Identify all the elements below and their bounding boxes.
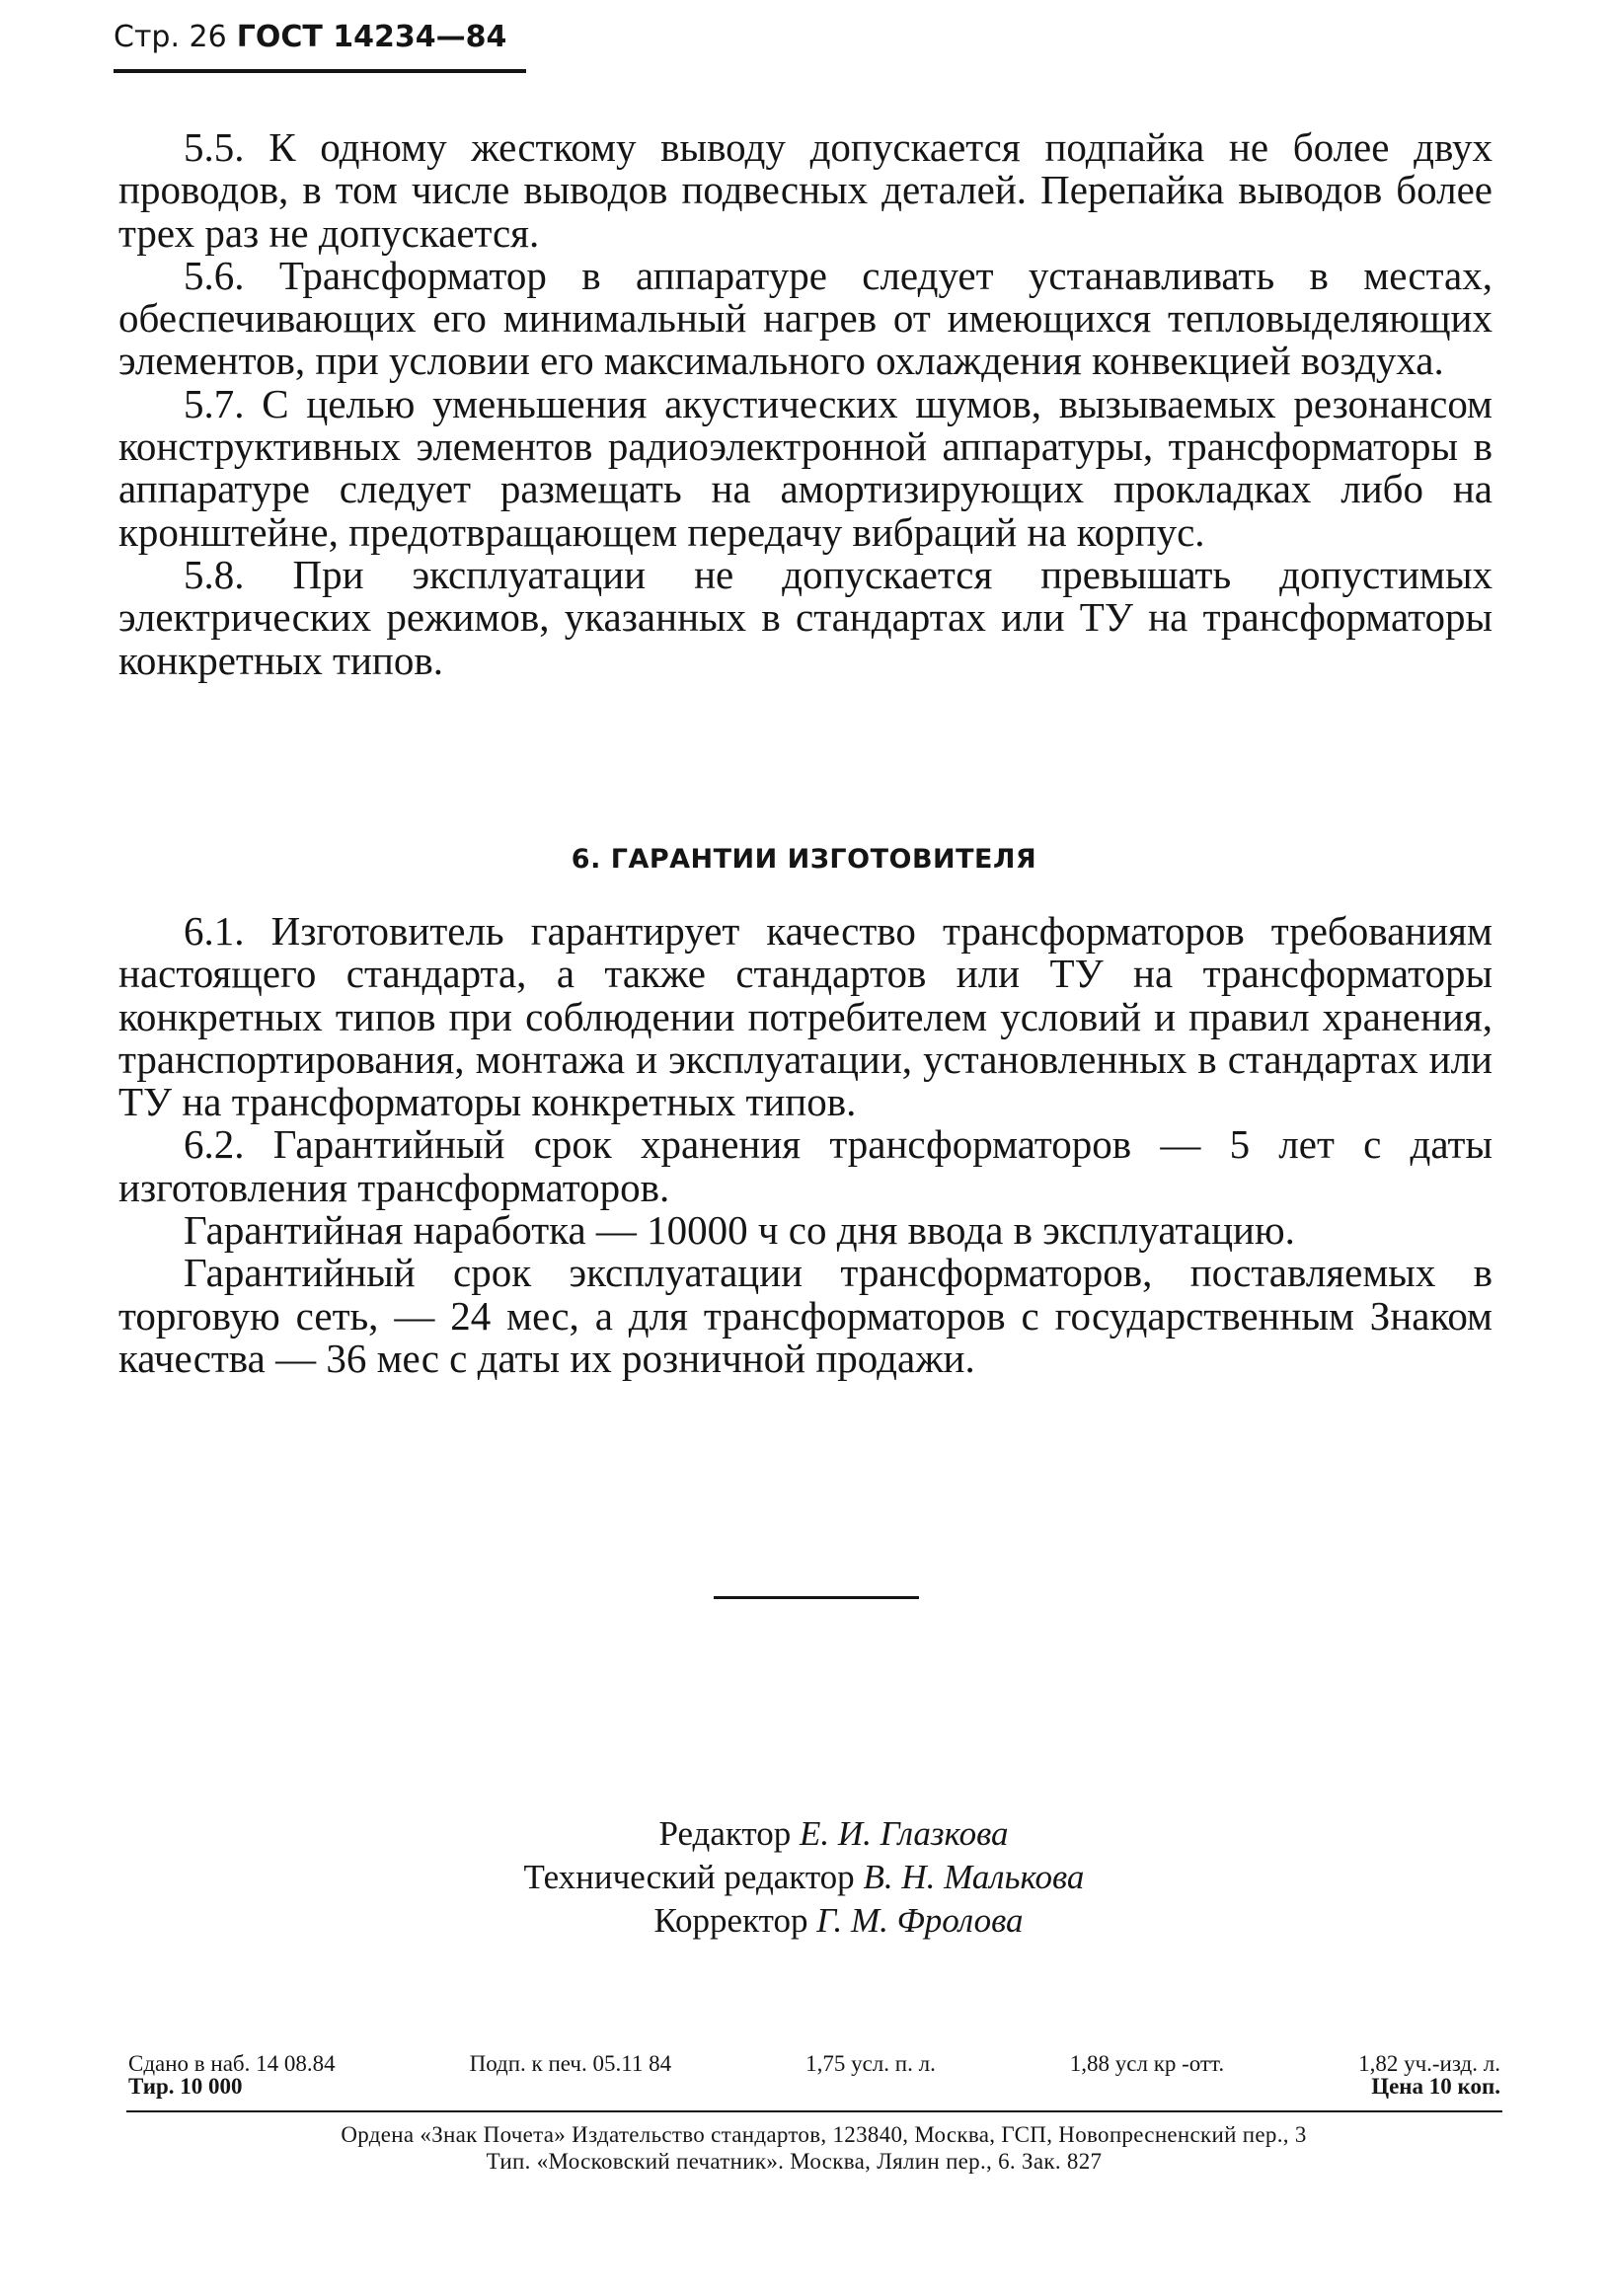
printer-line: Тип. «Московский печатник». Москва, Лялин пер., 6. Зак. 827 (486, 2149, 1103, 2174)
typeset-date: Сдано в наб. 14 08.84 (128, 2051, 336, 2076)
header-rule (114, 69, 526, 73)
editor-name: Е. И. Глазкова (800, 1814, 1009, 1853)
credit-proofreader (69, 1899, 1608, 1943)
imprint-run-price (128, 2075, 1500, 2098)
section-6-heading: 6. ГАРАНТИИ ИЗГОТОВИТЕЛЯ (571, 844, 1037, 875)
paragraph-5-8: 5.8. При эксплуатации не допускается превышать допустимых электрических режимов, указанных в стандартах или ТУ на трансформаторы конкретных типов. (118, 551, 1493, 683)
tech-editor-name: В. Н. Малькова (863, 1858, 1085, 1896)
section-5-body (118, 126, 1493, 682)
paragraph-5-6: 5.6. Трансформатор в аппаратуре следует устанавливать в местах, обеспечивающих его минимальный нагрев от имеющихся тепловыделяющих элементов, при условии его максимального охлаждения конвекцией воздуха. (118, 252, 1493, 384)
credits (0, 1812, 1608, 1943)
credit-tech-editor (0, 1856, 1608, 1899)
paragraph-5-7: 5.7. С целью уменьшения акустических шумов, вызываемых резонансом конструктивных элементов радиоэлектронной аппаратуры, трансформаторы в аппаратуре следует размещать на амортизирующих прокладках либо на кронштейне, предотвращающем передачу вибраций на корпус. (118, 380, 1493, 555)
proofreader-label: Корректор (653, 1901, 808, 1940)
editor-label: Редактор (658, 1814, 792, 1853)
print-imprint (128, 2052, 1500, 2098)
imprint-rule (126, 2110, 1502, 2112)
printed-sheets: 1,75 усл. п. л. (805, 2051, 936, 2076)
paragraph-operating-time: Гарантийная наработка — 10000 ч со дня ввода в эксплуатацию. (184, 1207, 1295, 1254)
standard-number: ГОСТ 14234—84 (236, 20, 507, 54)
imprint-details (128, 2052, 1500, 2075)
signed-for-print: Подп. к печ. 05.11 84 (469, 2051, 672, 2076)
price: Цена 10 коп. (1371, 2074, 1500, 2099)
section-6-body (118, 910, 1493, 1380)
running-header (114, 20, 506, 54)
page-number: Стр. 26 (114, 20, 227, 54)
paragraph-6-1: 6.1. Изготовитель гарантирует качество трансформаторов требованиям настоящего стандарта, а также стандартов или ТУ на трансформаторы конкретных типов при соблюдении потребителем условий и правил хранения, транспортирования, монтажа и эксплуатации, установленных в стандартах или ТУ на трансформаторы конкретных типов. (118, 908, 1493, 1125)
tech-editor-label: Технический редактор (523, 1858, 855, 1896)
credit-editor (59, 1812, 1608, 1856)
paragraph-5-5: 5.5. К одному жесткому выводу допускается подпайка не более двух проводов, в том числе выводов подвесных деталей. Перепайка выводов более трех раз не допускается. (118, 124, 1493, 256)
end-of-text-rule (714, 1596, 919, 1599)
publisher-line: Ордена «Знак Почета» Издательство стандартов, 123840, Москва, ГСП, Новопресненский пер., 3 (341, 2122, 1307, 2147)
publisher-sheets: 1,82 уч.-изд. л. (1358, 2051, 1500, 2076)
proofreader-name: Г. М. Фролова (816, 1901, 1024, 1940)
paragraph-service-life: Гарантийный срок эксплуатации трансформаторов, поставляемых в торговую сеть, — 24 мес, а для трансформаторов с государственным Знаком качества — 36 мес с даты их розничной продажи. (118, 1250, 1493, 1381)
publisher-info (0, 2121, 1608, 2175)
color-prints: 1,88 усл кр -отт. (1069, 2051, 1225, 2076)
paragraph-6-2: 6.2. Гарантийный срок хранения трансформаторов — 5 лет с даты изготовления трансформаторов. (118, 1121, 1493, 1210)
print-run: Тир. 10 000 (128, 2074, 243, 2099)
